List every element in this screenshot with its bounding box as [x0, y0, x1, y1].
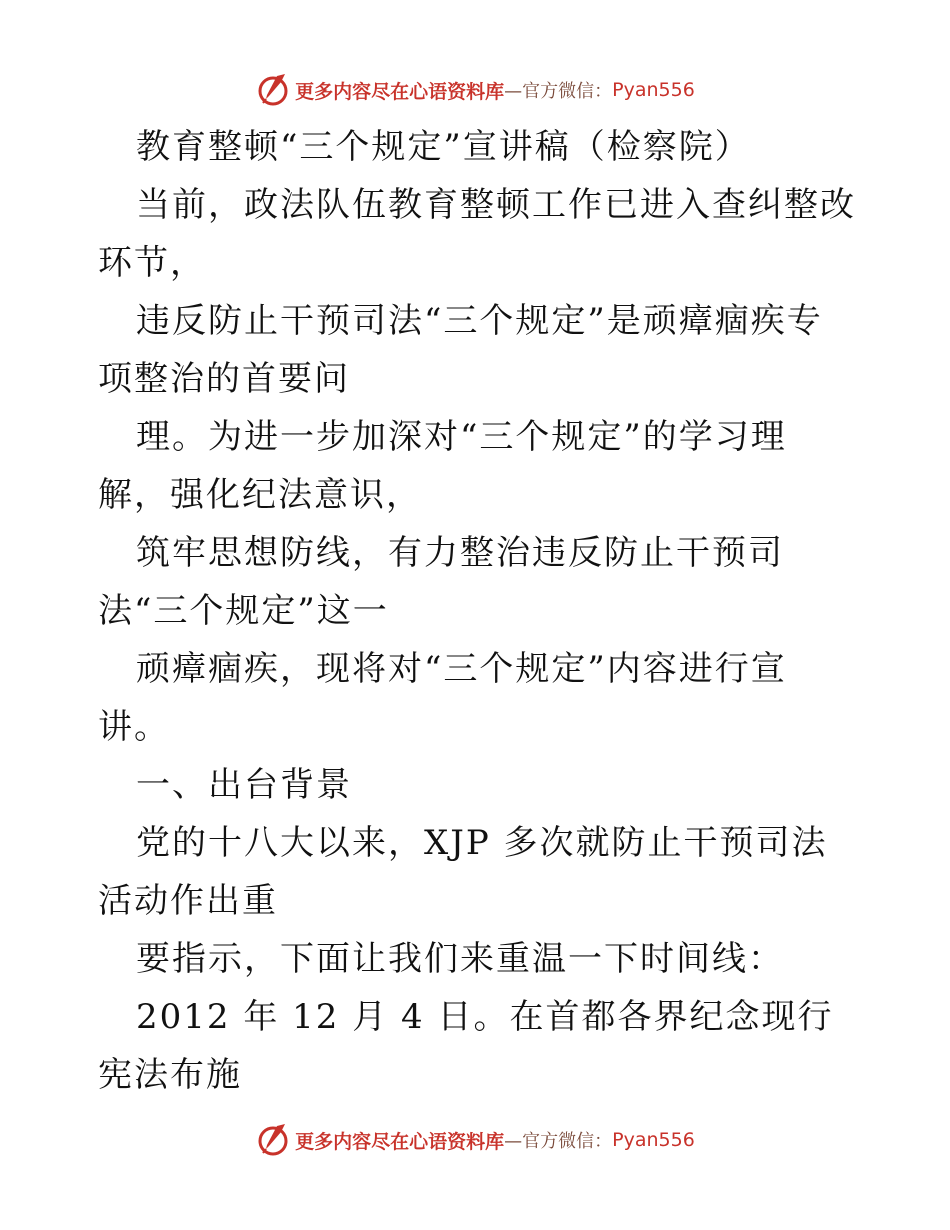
footer-watermark	[0, 1120, 950, 1160]
paragraph: 理。为进一步加深对“三个规定”的学习理解，强化纪法意识，	[98, 417, 787, 515]
watermark-wechat-id: Pyan556	[612, 1129, 695, 1151]
section-heading: 一、出台背景	[136, 765, 352, 805]
watermark-wechat-label: —官方微信：	[504, 1131, 613, 1152]
paragraph: 违反防止干预司法“三个规定”是顽瘴痼疾专项整治的首要问	[98, 301, 823, 399]
header-watermark	[0, 70, 950, 110]
paragraph: 当前，政法队伍教育整顿工作已进入查纠整改环节，	[98, 185, 856, 283]
paragraph: 要指示，下面让我们来重温一下时间线：	[136, 939, 784, 979]
paragraph: 党的十八大以来，XJP 多次就防止干预司法活动作出重	[98, 823, 828, 921]
watermark-wechat-id: Pyan556	[612, 79, 695, 101]
quill-pen-circle-icon	[255, 72, 291, 108]
paragraph: 筑牢思想防线，有力整治违反防止干预司法“三个规定”这一	[98, 533, 784, 631]
watermark-wechat-label: —官方微信：	[504, 81, 613, 102]
document-title: 教育整顿“三个规定”宣讲稿（检察院）	[136, 127, 751, 167]
quill-pen-circle-icon	[255, 1122, 291, 1158]
paragraph: 2012 年 12 月 4 日。在首都各界纪念现行宪法布施	[98, 997, 834, 1095]
watermark-main-text: 更多内容尽在心语资料库	[295, 1130, 505, 1153]
watermark-main-text: 更多内容尽在心语资料库	[295, 80, 505, 103]
document-body	[98, 118, 858, 1104]
paragraph: 顽瘴痼疾，现将对“三个规定”内容进行宣讲。	[98, 649, 787, 747]
